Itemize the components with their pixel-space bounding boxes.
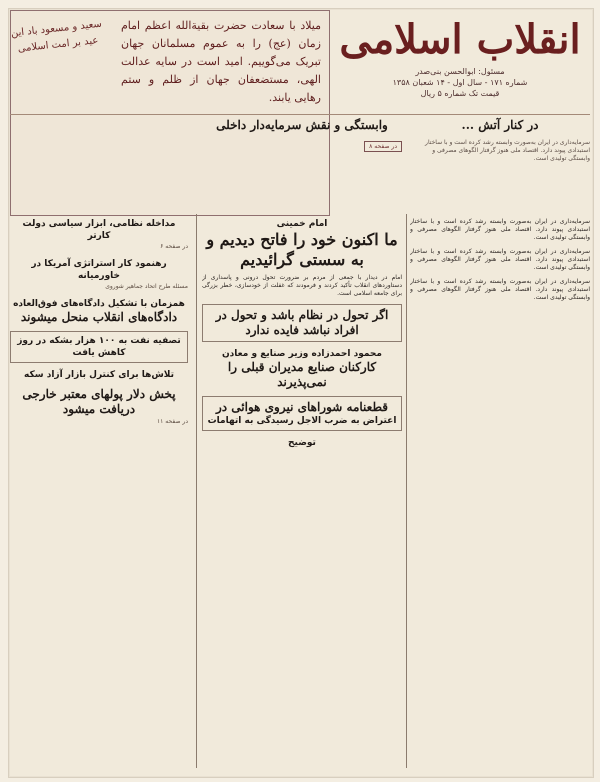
center-main-story: [202, 218, 402, 298]
center-kicker: امام خمینی: [276, 219, 328, 229]
center-news-subheadline: اعتراض به ضرب الاجل رسیدگی به اتهامات: [207, 416, 397, 426]
left-story-1: [10, 218, 188, 252]
right-column-text-2: سرمایه‌داری در ایران به‌صورت وابسته رشد کرده است و با ساختار استبدادی پیوند دارد. اقتصاد ملی هنوز گرفتار الگوهای مصرفی و وابستگی تولیدی است.: [410, 248, 590, 271]
right-top-story: [410, 118, 590, 213]
masthead-subtitle-1: مسئول: ابوالحسن بنی‌صدر: [415, 67, 505, 76]
left-story-5: [10, 369, 188, 381]
left-story-4: [10, 331, 188, 363]
left-headline-2-sub: مسئله طرح اتحاد جماهیر شوروی: [105, 283, 188, 290]
masthead-subtitle-2: شماره ۱۷۱ - سال اول - ۱۴ شعبان ۱۳۵۸: [392, 78, 528, 87]
center-explain-block: [202, 437, 402, 449]
center-main-body: امام در دیدار با جمعی از مردم بر ضرورت تحول درونی و پاسداری از دستاوردهای انقلاب تأکید کردند و فرمودند که غفلت از خودسازی، خطر بزرگی برای جامعه اسلامی است.: [202, 274, 402, 297]
newspaper-title: انقلاب اسلامی: [339, 16, 581, 63]
calligraphy-main-text: میلاد با سعادت حضرت بقیةالله اعظم امام زمان (عج) را به عموم مسلمانان جهان تبریک می‌گوییم. امید است در سایه عدالت الهی، مستضعفان جهان از ظلم و ستم رهایی یابند.: [121, 19, 321, 104]
left-footer-ref: در صفحه ۱۱: [156, 418, 188, 425]
right-column-text-1: سرمایه‌داری در ایران به‌صورت وابسته رشد کرده است و با ساختار استبدادی پیوند دارد. اقتصاد ملی هنوز گرفتار الگوهای مصرفی و وابستگی تولیدی است.: [410, 218, 590, 241]
left-story-2: [10, 258, 188, 292]
right-column-block-1: [410, 218, 590, 242]
center-sub-story: [202, 348, 402, 390]
right-top-body: سرمایه‌داری در ایران به‌صورت وابسته رشد کرده است و با ساختار استبدادی پیوند دارد. اقتصاد ملی هنوز گرفتار الگوهای مصرفی و وابستگی تولیدی است.: [425, 139, 590, 162]
right-column-block-3: [410, 278, 590, 302]
center-news-headline: قطعنامه شوراهای نیروی هوائی در: [215, 400, 389, 414]
center-top-headline: وابستگی و نقش سرمایه‌دار داخلی: [216, 118, 388, 132]
right-top-headline: در کنار آتش ...: [461, 118, 539, 132]
center-lead-headline: اگر تحول در نظام باشد و تحول در افراد نباشد فایده ندارد: [215, 308, 389, 337]
left-headline-5: تصفیه نفت به ۱۰۰ هزار بشکه در روز کاهش یافت: [17, 336, 181, 358]
right-column-text-3: سرمایه‌داری در ایران به‌صورت وابسته رشد کرده است و با ساختار استبدادی پیوند دارد. اقتصاد ملی هنوز گرفتار الگوهای مصرفی و وابستگی تولیدی است.: [410, 278, 590, 301]
center-top-source: در صفحه ۸: [364, 141, 402, 152]
column-divider-right: [406, 214, 407, 768]
left-headline-1-ref: در صفحه ۶: [160, 243, 188, 250]
left-headline-6: تلاش‌ها برای کنترل بازار آزاد سکه: [24, 370, 174, 380]
center-sub-headline: کارکنان صنایع مدیران قبلی را نمی‌پذیرند: [227, 360, 377, 389]
left-story-6: [10, 387, 188, 427]
masthead-subtitle-3: قیمت تک شماره ۵ ریال: [420, 89, 500, 98]
column-divider-left: [196, 214, 197, 768]
left-headline-7: پخش دلار پولهای معتبر خارجی دریافت میشود: [22, 387, 176, 416]
left-column: [10, 218, 188, 766]
center-top-story: [202, 118, 402, 213]
center-lead-box: [202, 304, 402, 342]
left-headline-2: رهنمود کار استراتژی آمریکا در خاورمیانه: [31, 259, 167, 281]
masthead: [330, 10, 590, 114]
center-explain-heading: توضیح: [288, 438, 316, 448]
center-sub-kicker: محمود احمدزاده وزیر صنایع و معادن: [222, 349, 382, 359]
center-main-headline: ما اکنون خود را فاتح دیدیم و به سستی گرائیدیم: [206, 230, 398, 269]
right-column-block-2: [410, 248, 590, 272]
left-headline-1: مداخله نظامی، ابزار سیاسی دولت کارتر: [22, 219, 176, 241]
center-news-box: [202, 396, 402, 431]
calligraphy-side-text: سعید و مسعود باد این عید بر امت اسلامی: [10, 18, 103, 55]
top-rule: [10, 114, 590, 115]
right-column: [410, 218, 590, 766]
left-headline-3: همزمان با تشکیل دادگاه‌های فوق‌العاده: [13, 299, 185, 309]
left-headline-4: دادگاه‌های انقلاب منحل میشوند: [20, 310, 178, 324]
center-column: [202, 218, 402, 766]
left-story-3: [10, 298, 188, 325]
